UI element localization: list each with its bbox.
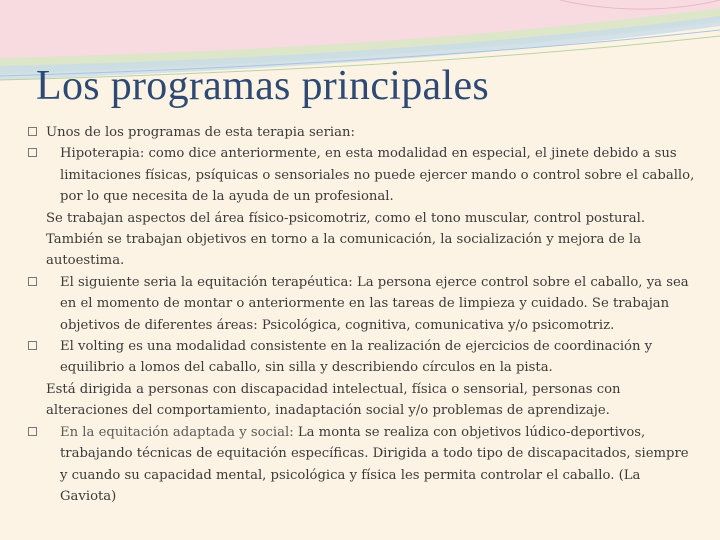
- intro-paragraph: [28, 122, 700, 143]
- intro-text: Unos de los programas de esta terapia serian:: [46, 125, 355, 140]
- square-bullet-icon: [28, 427, 37, 436]
- square-bullet-icon: [28, 277, 37, 286]
- item-text: Se trabajan aspectos del área físico-psicomotriz, como el tono muscular, control postural. También se trabajan objetivos en torno a la comunicación, la socialización y mejora de la autoestima.: [46, 210, 646, 269]
- item-text: Está dirigida a personas con discapacidad intelectual, física o sensorial, personas con alteraciones del comportamiento, inadaptación social y/o problemas de aprendizaje.: [46, 381, 621, 419]
- page-title: Los programas principales: [36, 63, 490, 109]
- item-text: El volting es una modalidad consistente en la realización de ejercicios de coordinación y equilibrio a lomos del caballo, sin silla y describiendo círculos en la pista.: [60, 339, 653, 376]
- square-bullet-icon: [28, 148, 37, 157]
- list-item: [28, 143, 700, 271]
- list-item: [28, 422, 700, 508]
- square-bullet-icon: [28, 127, 37, 136]
- item-lead: En la equitación adaptada y social:: [60, 424, 298, 440]
- content-body: [28, 122, 700, 507]
- item-text: Hipoterapia: como dice anteriormente, en esta modalidad en especial, el jinete debido a sus limitaciones físicas, psíquicas o sensoriales no puede ejercer mando o control sobre el caballo, por lo que necesita de la ayuda de un profesional.: [60, 146, 695, 205]
- list-item: [28, 336, 700, 422]
- square-bullet-icon: [28, 341, 37, 350]
- list-item: [28, 272, 700, 336]
- item-body: La monta se realiza con objetivos lúdico-deportivos, trabajando técnicas de equitación específicas. Dirigida a todo tipo de discapacitados, siempre y cuando su capacidad mental, psicológica y física les permita controlar el caballo. (La Gaviota): [60, 424, 689, 504]
- item-text: [46, 422, 700, 508]
- item-text: El siguiente seria la equitación terapéutica: La persona ejerce control sobre el caballo, ya sea en el momento de montar o anteriormente en las tareas de limpieza y cuidado. Se trabajan objetivos de diferentes áreas: Psicológica, cognitiva, comunicativa y/o psicomotriz.: [60, 274, 689, 333]
